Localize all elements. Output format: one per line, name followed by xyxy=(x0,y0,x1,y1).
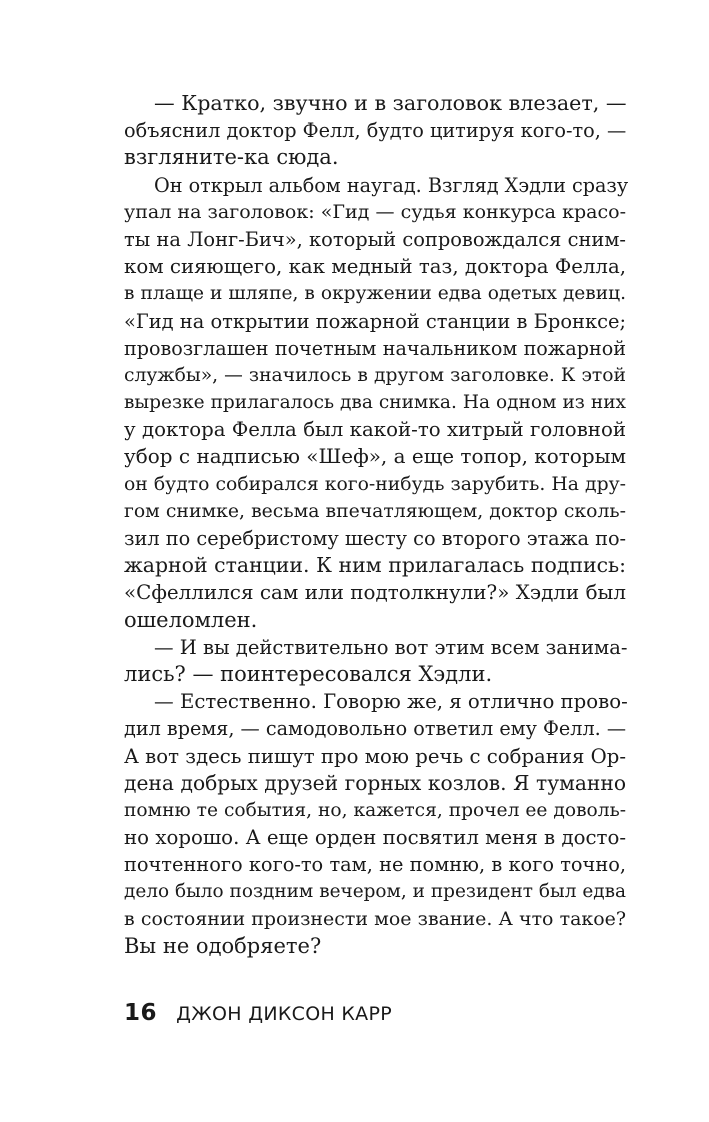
text-line: помню те события, но, кажется, прочел ее доволь- xyxy=(124,799,626,821)
body-text xyxy=(124,90,629,960)
text-line: дена добрых друзей горных козлов. Я туманно xyxy=(124,770,626,795)
text-line: объяснил доктор Фелл, будто цитируя кого-то, — xyxy=(124,119,627,143)
text-line: А вот здесь пишут про мою речь с собрания Ор- xyxy=(124,744,626,768)
text-line: дело было поздним вечером, и президент был едва xyxy=(124,881,626,903)
text-line: «Сфеллился сам или подтолкнули?» Хэдли был xyxy=(124,581,626,605)
text-line: дил время, — самодовольно ответил ему Фелл. — xyxy=(124,717,627,741)
text-line: упал на заголовок: «Гид — судья конкурса красо- xyxy=(124,200,626,223)
text-line: в плаще и шляпе, в окружении едва одетых девиц. xyxy=(124,283,626,305)
text-line: взгляните-ка сюда. xyxy=(124,145,339,170)
text-line: ты на Лонг-Бич», который сопровождался сним- xyxy=(124,227,626,251)
text-line: но хорошо. А еще орден посвятил меня в досто- xyxy=(124,826,626,850)
text-line: службы», — значилось в другом заголовке. К этой xyxy=(124,364,626,386)
text-line: в состоянии произнести мое звание. А что такое? xyxy=(124,907,626,930)
text-line: — Кратко, звучно и в заголовок влезает, — xyxy=(154,91,627,115)
running-head-author: ДЖОН ДИКСОН КАРР xyxy=(176,1003,392,1025)
text-line: Он открыл альбом наугад. Взгляд Хэдли сразу xyxy=(154,173,629,197)
text-line: провозглашен почетным начальником пожарной xyxy=(124,336,626,360)
text-line: ком сияющего, как медный таз, доктора Фелла, xyxy=(124,255,626,279)
text-line: Вы не одобряете? xyxy=(124,933,322,958)
text-line: — И вы действительно вот этим всем занима- xyxy=(154,635,628,659)
text-line: жарной станции. К ним прилагалась подпись: xyxy=(124,553,626,578)
text-line: «Гид на открытии пожарной станции в Бронксе; xyxy=(124,309,626,333)
page-footer xyxy=(124,1000,392,1026)
text-line: почтенного кого-то там, не помню, в кого точно, xyxy=(124,853,626,877)
page-number: 16 xyxy=(124,1000,158,1026)
text-line: зил по серебристому шесту со второго этажа по- xyxy=(124,527,627,550)
text-line: лись? — поинтересовался Хэдли. xyxy=(124,661,493,686)
text-line: он будто собирался кого-нибудь зарубить. На дру- xyxy=(124,473,626,495)
text-line: убор с надписью «Шеф», а еще топор, которым xyxy=(124,444,626,469)
text-line: — Естественно. Говорю же, я отлично прово- xyxy=(154,690,628,714)
text-line: у доктора Фелла был какой-то хитрый головной xyxy=(124,418,626,442)
text-line: гом снимке, весьма впечатляющем, доктор сколь- xyxy=(124,500,626,522)
text-line: ошеломлен. xyxy=(124,607,258,632)
text-line: вырезке прилагалось два снимка. На одном из них xyxy=(124,392,626,414)
